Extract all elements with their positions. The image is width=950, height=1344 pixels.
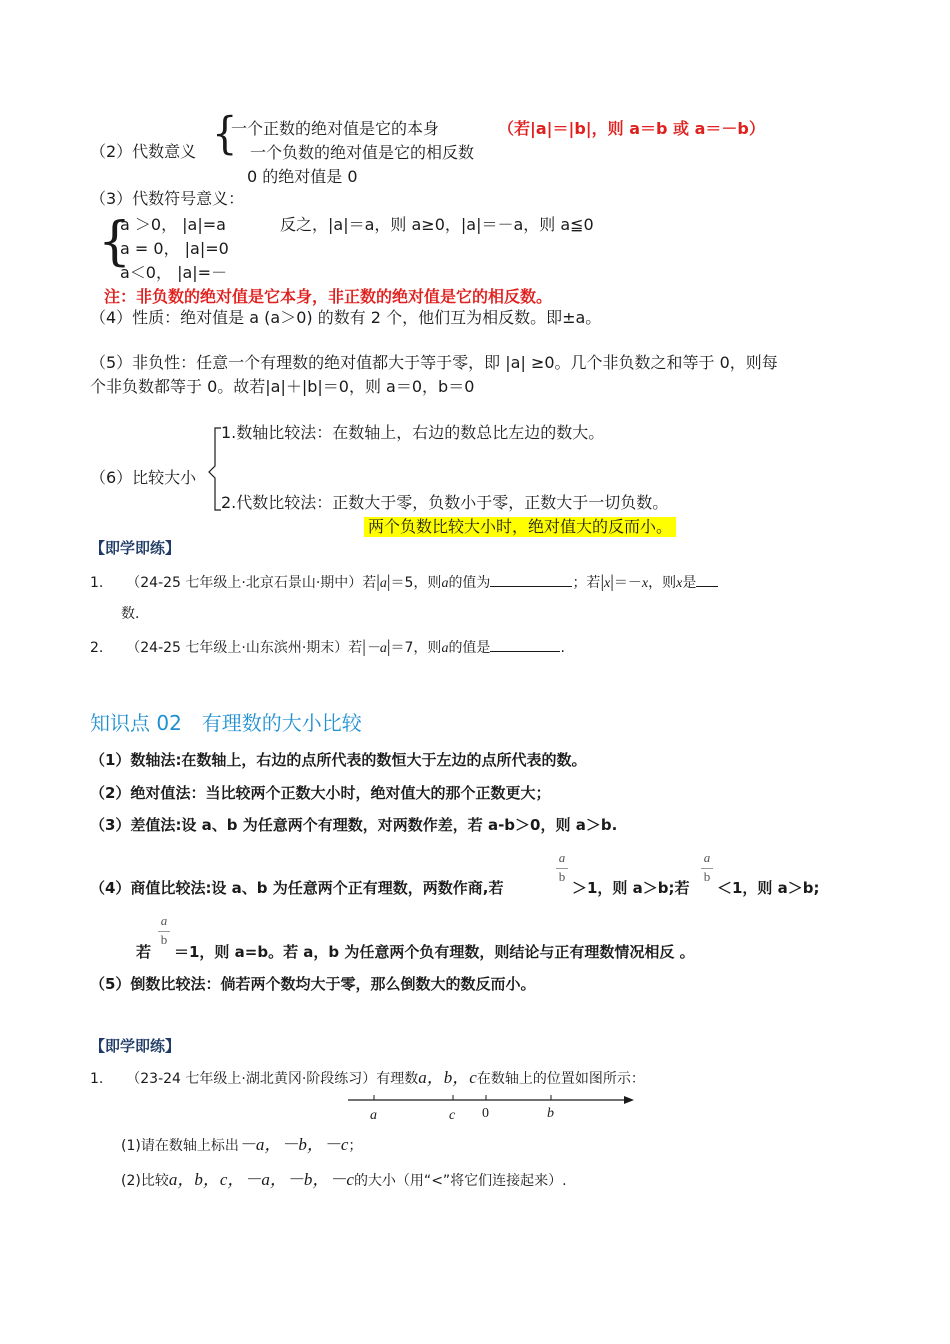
practice2-sub1 bbox=[121, 1135, 362, 1156]
s2-note: （若|a|＝|b|，则 a＝b 或 a＝－b） bbox=[498, 119, 765, 138]
practice1-q2: 2. （24-25 七年级上·山东滨州·期末）若|－a|＝7，则a的值是 . bbox=[90, 636, 565, 656]
q2-source: （24-25 七年级上·山东滨州·期末） bbox=[126, 640, 349, 656]
q1-text-a: 若 bbox=[362, 575, 377, 591]
s6-label: （6）比较大小 bbox=[90, 468, 197, 487]
q1-text-d: ；若 bbox=[572, 575, 601, 591]
kp2-m4-e: ＝1，则 a=b。若 a，b 为任意两个负有理数，则结论与正有理数情况相反 。 bbox=[174, 943, 695, 961]
q1-text-b: ＝5，则 bbox=[390, 575, 442, 591]
s3-converse: 反之，|a|＝a，则 a≥0，|a|＝－a，则 a≦0 bbox=[280, 215, 594, 234]
s3-label: （3）代数符号意义： bbox=[90, 189, 245, 208]
practice2-heading: 【即学即练】 bbox=[90, 1037, 181, 1055]
s5-line1: （5）非负性：任意一个有理数的绝对值都大于等于零，即 |a| ≥0。几个非负数之和等于 0，则每 bbox=[90, 353, 778, 372]
kp2-m1: （1）数轴法:在数轴上，右边的点所代表的数恒大于左边的点所代表的数。 bbox=[90, 751, 587, 769]
q1-text-f: ，则 bbox=[648, 575, 677, 591]
p2-q1-number: 1. bbox=[90, 1071, 104, 1087]
s2-line3: 0 的绝对值是 0 bbox=[247, 167, 358, 186]
s3-case1: a ＞0， |a|=a bbox=[120, 215, 226, 234]
q2-end: . bbox=[560, 640, 565, 656]
sub1-vars: －a，－b，－c bbox=[238, 1135, 349, 1154]
q1-source: （24-25 七年级上·北京石景山·期中） bbox=[126, 575, 363, 591]
q1-text-c: 的值为 bbox=[448, 575, 491, 591]
q1-x: x bbox=[641, 576, 649, 591]
sub1-text: (1)请在数轴上标出 bbox=[121, 1138, 239, 1154]
q1-blank-2[interactable] bbox=[696, 572, 718, 587]
s2-label: （2）代数意义 bbox=[90, 142, 197, 161]
s3-note: 注：非负数的绝对值是它本身，非正数的绝对值是它的相反数。 bbox=[104, 287, 553, 306]
q1-number: 1. bbox=[90, 575, 104, 591]
q2-abs: －a bbox=[365, 641, 387, 656]
kp2-m3: （3）差值法:设 a、b 为任意两个有理数，对两数作差，若 a-b＞0，则 a＞b. bbox=[90, 816, 618, 834]
axis-label-0: 0 bbox=[482, 1106, 489, 1121]
s3-case2: a = 0， |a|=0 bbox=[120, 239, 229, 258]
s6-m1: 1.数轴比较法：在数轴上，右边的数总比左边的数大。 bbox=[221, 423, 605, 442]
p2-q1-vars: a，b，c bbox=[418, 1068, 477, 1087]
kp2-m2: （2）绝对值法：当比较两个正数大小时，绝对值大的那个正数更大； bbox=[90, 784, 551, 802]
q2-number: 2. bbox=[90, 640, 104, 656]
practice2-q1 bbox=[90, 1068, 645, 1089]
q1-line2: 数. bbox=[121, 606, 140, 622]
q1-blank-1[interactable] bbox=[490, 572, 572, 587]
s3-case3: a＜0， |a|=－ bbox=[120, 263, 228, 282]
q2-text-b: ＝7，则 bbox=[390, 640, 442, 656]
arrow-right-icon bbox=[624, 1096, 634, 1104]
q1-abs-x: x bbox=[604, 576, 611, 591]
kp2-m4-c: ＜1，则 a＞b; bbox=[717, 879, 820, 897]
number-line bbox=[340, 1090, 640, 1126]
kp2-m4-d: 若 bbox=[136, 943, 152, 961]
sub2-text: (2)比较 bbox=[121, 1173, 169, 1189]
q1-var: a bbox=[441, 576, 449, 591]
practice2-sub2 bbox=[121, 1170, 567, 1191]
frac-den: b bbox=[558, 869, 566, 884]
q1-abs-a: a bbox=[379, 576, 387, 591]
frac-3 bbox=[156, 913, 172, 948]
s5-line2: 个非负数都等于 0。故若|a|＋|b|＝0，则 a＝0，b＝0 bbox=[90, 377, 475, 396]
kp2-title: 知识点 02 有理数的大小比较 bbox=[90, 711, 362, 735]
frac-num: a bbox=[558, 850, 566, 865]
q2-text-c: 的值是 bbox=[448, 640, 491, 656]
axis-label-b: b bbox=[547, 1106, 554, 1121]
frac-num: a bbox=[703, 850, 711, 865]
q1-x2: x bbox=[676, 576, 683, 591]
sub2-vars: a，b，c，－a，－b，－c bbox=[168, 1170, 354, 1189]
sub1-end: ； bbox=[348, 1138, 363, 1154]
s4-text: （4）性质：绝对值是 a (a＞0) 的数有 2 个，他们互为相反数。即±a。 bbox=[90, 308, 602, 327]
frac-den: b bbox=[703, 869, 711, 884]
frac-2 bbox=[699, 850, 715, 885]
brace-icon: { bbox=[212, 108, 238, 160]
s2-line1: 一个正数的绝对值是它的本身 bbox=[231, 119, 440, 138]
p2-q1-text: （23-24 七年级上·湖北黄冈·阶段练习）有理数 bbox=[126, 1071, 419, 1087]
kp2-m5: （5）倒数比较法：倘若两个数均大于零，那么倒数大的数反而小。 bbox=[90, 975, 536, 993]
axis-label-c: c bbox=[449, 1108, 456, 1123]
q1-text-e: ＝－ bbox=[613, 575, 642, 591]
s6-m2: 2.代数比较法：正数大于零，负数小于零，正数大于一切负数。 bbox=[221, 493, 669, 512]
q2-text-a: 若 bbox=[348, 640, 363, 656]
q2-var: a bbox=[441, 641, 449, 656]
q2-blank[interactable] bbox=[490, 637, 560, 652]
kp2-m4-b: ＞1，则 a＞b;若 bbox=[572, 879, 690, 897]
frac-1 bbox=[554, 850, 570, 885]
s2-line2: 一个负数的绝对值是它的相反数 bbox=[250, 143, 475, 162]
practice1-q1: 1. （24-25 七年级上·北京石景山·期中）若|a|＝5，则a的值为 ；若|x|＝－x，则x是 bbox=[90, 571, 718, 594]
sub2-tail: 的大小（用“<”将它们连接起来）. bbox=[353, 1173, 567, 1189]
brace-icon: { bbox=[98, 212, 132, 272]
s6-m2-highlight: 两个负数比较大小时，绝对值大的反而小。 bbox=[364, 517, 676, 537]
kp2-m4-a: （4）商值比较法:设 a、b 为任意两个正有理数，两数作商,若 bbox=[90, 879, 504, 897]
frac-num: a bbox=[160, 913, 168, 928]
axis-label-a: a bbox=[370, 1108, 377, 1123]
practice1-heading: 【即学即练】 bbox=[90, 539, 181, 557]
frac-den: b bbox=[160, 932, 168, 947]
q1-text-g: 是 bbox=[682, 575, 697, 591]
p2-q1-tail: 在数轴上的位置如图所示： bbox=[476, 1071, 645, 1087]
